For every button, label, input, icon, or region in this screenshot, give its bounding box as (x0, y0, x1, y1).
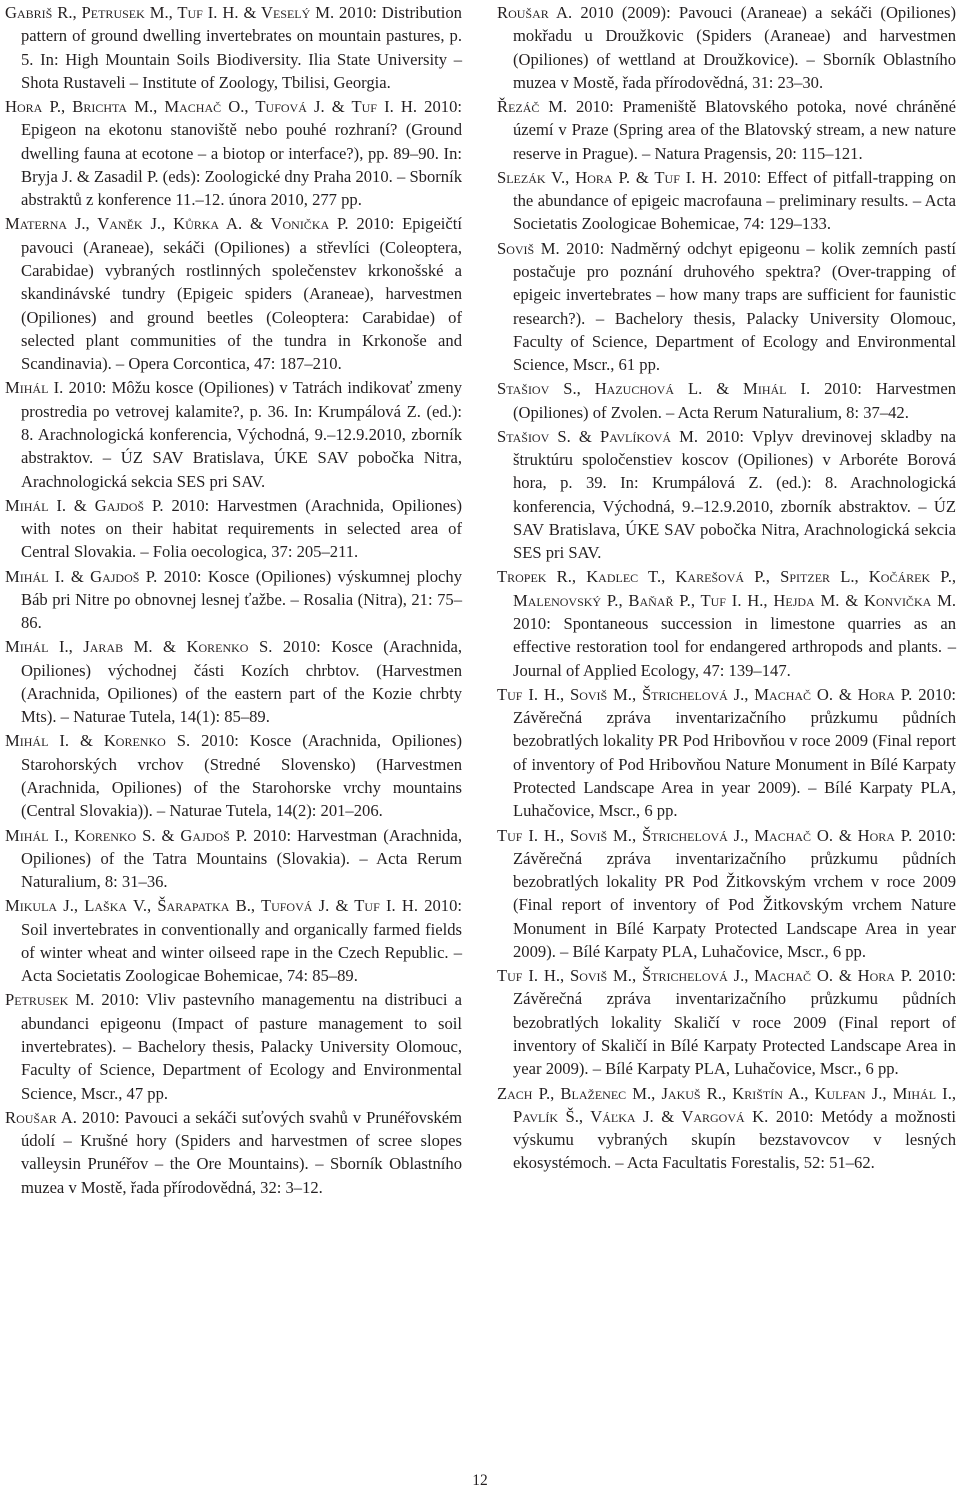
reference-entry (5, 894, 462, 987)
reference-authors: Roušar A. (497, 3, 573, 22)
reference-authors: Hora P., Brichta M., Machač O., Tufová J. & Tuf I. H. (5, 97, 418, 117)
reference-entry (5, 1, 462, 94)
reference-text: 2010: Pavouci a sekáči suťových svahů v Prunéřovském údolí – Krušné hory (Spiders and harvestmen of scree slopes valleysin Prunéřov – the Ore Mountains). – Sborník Oblastního muzea v Mostě, řada přírodovědná, 32: 3–12. (21, 1107, 463, 1197)
reference-text: 2010: Distribution pattern of ground dwelling invertebrates on mountain pastures, p. 5. In: High Mountain Soils Biodiversity. Ilia State University – Shota Rustaveli – Institute of Zoology, Tbilisi, Georgia. (21, 3, 462, 92)
reference-text: 2010: Kosce (Arachnida, Opiliones) Starohorských vrchov (Stredné Slovensko) (Harvestmen (Arachnida, Opiliones) of the Starohorske vrchy mountains (Central Slovakia)). – Naturae Tutela, 14(2): 201–206. (21, 731, 462, 821)
reference-authors: Zach P., Blaženec M., Jakuš R., Krištín A., Kulfan J., Mihál I., Pavlík Š., Váľka J. & Vargová K. (497, 1083, 956, 1126)
reference-entry (5, 494, 462, 564)
reference-authors: Materna J., Vaněk J., Kůrka A. & Vonička P. (5, 214, 349, 234)
reference-entry (5, 565, 462, 635)
reference-text: 2010: Závěrečná zpráva inventarizačního průzkumu půdních bezobratlých lokality PR Pod Hribovňou v roce 2009 (Final report of inventory of Pod Hribovňou Nature Monument in Bílé Karpaty Protected Landscape Area in year 2009). – Bílé Karpaty PLA, Luhačovice, Mscr., 6 pp. (513, 684, 956, 821)
reference-entry (497, 237, 956, 377)
reference-authors: Tuf I. H., Soviš M., Štrichelová J., Machač O. & Hora P. (497, 966, 913, 986)
reference-authors: Tuf I. H., Soviš M., Štrichelová J., Machač O. & Hora P. (497, 684, 913, 704)
reference-authors: Stašiov S., Hazuchová L. & Mihál I. (497, 379, 811, 399)
reference-entry (5, 95, 462, 211)
reference-entry (497, 1082, 956, 1175)
reference-text: 2010: Môžu kosce (Opiliones) v Tatrách indikovať zmeny prostredia po vetrovej kalamite?, p. 36. In: Krumpálová Z. (ed.): 8. Arachnologická konferencia, Východná, 9.–12.9.2010, zborník abstraktov. – ÚZ SAV Bratislava, ÚKE SAV pobočka Nitra, Arachnologická sekcia SES pri SAV. (21, 378, 462, 491)
reference-text: 2010: Vliv pastevního managementu na distribuci a abundanci epigeonu (Impact of pasture management to soil invertebrates). – Bachelory thesis, Palacky University Olomouc, Faculty of Science, Department of Ecology and Environmental Science, Mscr., 47 pp. (21, 990, 462, 1103)
reference-authors: Soviš M. (497, 238, 560, 258)
reference-text: 2010: Kosce (Opiliones) výskumnej plochy Báb pri Nitre po obnovnej lesnej ťažbe. – Rosalia (Nitra), 21: 75–86. (21, 566, 462, 633)
reference-entry (5, 635, 462, 728)
reference-text: 2010: Spontaneous succession in limestone quarries as an effective restoration tool for endangered arthropods and plants. – Journal of Applied Ecology, 47: 139–147. (513, 614, 956, 680)
reference-text: 2010: Kosce (Arachnida, Opiliones) východnej části Kozích chrbtov. (Harvestmen (Arachnida, Opiliones) of the eastern part of the Kozie chrbty Mts). – Naturae Tutela, 14(1): 85–89. (21, 637, 463, 727)
reference-text: 2010: Metódy a možnosti výskumu vybraných skupín bezstavovcov v lesných ekosystémoch. – Acta Facultatis Forestalis, 52: 51–62. (513, 1106, 956, 1173)
reference-authors: Petrusek M. (5, 990, 95, 1010)
reference-authors: Mikula J., Laška V., Šarapatka B., Tufová J. & Tuf I. H. (5, 896, 418, 916)
reference-entry (497, 964, 956, 1080)
reference-entry (5, 212, 462, 375)
reference-text: 2010 (2009): Pavouci (Araneae) a sekáči (Opiliones) mokřadu u Droužkovic (Spiders (Araneae) and harvestmen (Opiliones) of wettland at Droužkovice). – Sborník Oblastního muzea v Mostě, řada přírodovědná, 31: 23–30. (513, 3, 956, 92)
reference-text: 2010: Harvestman (Arachnida, Opiliones) of the Tatra Mountains (Slovakia). – Acta Rerum Naturalium, 8: 31–36. (21, 825, 462, 892)
reference-entry (5, 376, 462, 492)
reference-entry (497, 95, 956, 165)
reference-text: 2010: Prameniště Blatovského potoka, nové chráněné území v Praze (Spring area of the Blatovský stream, a new nature reserve in Prague). – Natura Pragensis, 20: 115–121. (513, 97, 956, 163)
reference-entry (497, 824, 956, 964)
reference-text: 2010: Závěrečná zpráva inventarizačního průzkumu půdních bezobratlých lokality Skaličí v roce 2009 (Final report of inventory of Skaličí in Bílé Karpaty Protected Landscape Area in year 2009). – Bílé Karpaty PLA, Luhačovice, Mscr., 6 pp. (513, 966, 956, 1079)
reference-text: 2010: Effect of pitfall-trapping on the abundance of epigeic macrofauna – preliminary results. – Acta Societatis Zoologicae Bohemicae, 74: 129–133. (513, 167, 956, 234)
reference-text: 2010: Soil invertebrates in conventionally and organically farmed fields of winter wheat and winter oilseed rape in the Czech Republic. – Acta Societatis Zoologicae Bohemicae, 74: 85–89. (21, 896, 462, 986)
reference-authors: Tropek R., Kadlec T., Karešová P., Spitzer L., Kočárek P., Malenovský P., Baňař P., Tuf I. H., Hejda M. & Konvička M. (497, 567, 956, 610)
reference-text: 2010: Vplyv drevinovej skladby na štruktúru spoločenstiev koscov (Opiliones) v Arboréte Borová hora, p. 39. In: Krumpálová Z. (ed.): 8. Arachnologická konferencia, Východná, 9.–12.9.2010, zborník abstraktov. – ÚZ SAV Bratislava, ÚKE SAV pobočka Nitra, Arachnologická sekcia SES pri SAV. (513, 426, 956, 563)
reference-authors: Řezáč M. (497, 97, 568, 117)
reference-text: 2010: Harvestmen (Opiliones) of Zvolen. – Acta Rerum Naturalium, 8: 37–42. (513, 379, 956, 422)
reference-entry (5, 729, 462, 822)
reference-text: 2010: Epigeon na ekotonu stanoviště nebo pouhé rozhraní? (Ground dwelling fauna at ecotone – a biotop or interface?), pp. 89–90. In: Bryja J. & Zasadil P. (eds): Zoologické dny Praha 2010. – Sborník abstraktů z konference 11.–12. února 2010, 277 pp. (21, 97, 462, 210)
reference-authors: Roušar A. (5, 1107, 77, 1127)
reference-authors: Stašiov S. & Pavlíková M. (497, 426, 699, 446)
reference-authors: Mihál I., Jarab M. & Korenko S. (5, 637, 273, 657)
reference-entry (497, 377, 956, 424)
reference-authors: Gabriš R., Petrusek M., Tuf I. H. & Veselý M. (5, 3, 335, 22)
page-number: 12 (472, 1472, 488, 1489)
reference-entry (497, 683, 956, 823)
right-column (497, 1, 956, 1176)
reference-text: 2010: Harvestmen (Arachnida, Opiliones) with notes on their habitat requirements in selected area of Central Slovakia. – Folia oecologica, 37: 205–211. (21, 495, 462, 562)
reference-text: 2010: Nadměrný odchyt epigeonu – kolik zemních pastí postačuje pro poznání druhového spektra? (Over-trapping of epigeic invertebrates – how many traps are sufficient for faunistic research?). – Bachelory thesis, Palacky University Olomouc, Faculty of Science, Department of Ecology and Environmental Science, Mscr., 61 pp. (513, 238, 956, 375)
reference-text: 2010: Závěrečná zpráva inventarizačního průzkumu půdních bezobratlých lokality PR Pod Žitkovským vrchem v roce 2009 (Final report of inventory of Pod Žitkovským vrchem Nature Monument in Bílé Karpaty Protected Landscape Area in year 2009). – Bílé Karpaty PLA, Luhačovice, Mscr., 6 pp. (513, 825, 956, 961)
reference-entry (497, 425, 956, 565)
reference-entry (497, 166, 956, 236)
reference-authors: Mihál I. & Gajdoš P. (5, 495, 164, 515)
reference-authors: Slezák V., Hora P. & Tuf I. H. (497, 167, 718, 187)
reference-authors: Mihál I. & Gajdoš P. (5, 566, 158, 586)
reference-authors: Mihál I., Korenko S. & Gajdoš P. (5, 825, 248, 845)
reference-authors: Mihál I. & Korenko S. (5, 731, 191, 751)
reference-authors: Tuf I. H., Soviš M., Štrichelová J., Machač O. & Hora P. (497, 825, 913, 845)
reference-entry (497, 565, 956, 681)
reference-entry (5, 988, 462, 1104)
reference-text: 2010: Epigeičtí pavouci (Araneae), sekáči (Opiliones) a střevlíci (Coleoptera, Carabidae) vybraných rostlinných společenstev krkonošské a skandinávské tundry (Epigeic spiders (Araneae), harvestmen (Opiliones) and ground beetles (Coleoptera: Carabidae) of selected plant communities of the tundra in Krkonoše and Scandinavia). – Opera Corcontica, 47: 187–210. (21, 214, 462, 374)
reference-entry (5, 1106, 462, 1199)
reference-authors: Mihál I. (5, 378, 64, 398)
reference-entry (5, 824, 462, 894)
left-column (5, 1, 462, 1200)
reference-entry (497, 1, 956, 94)
